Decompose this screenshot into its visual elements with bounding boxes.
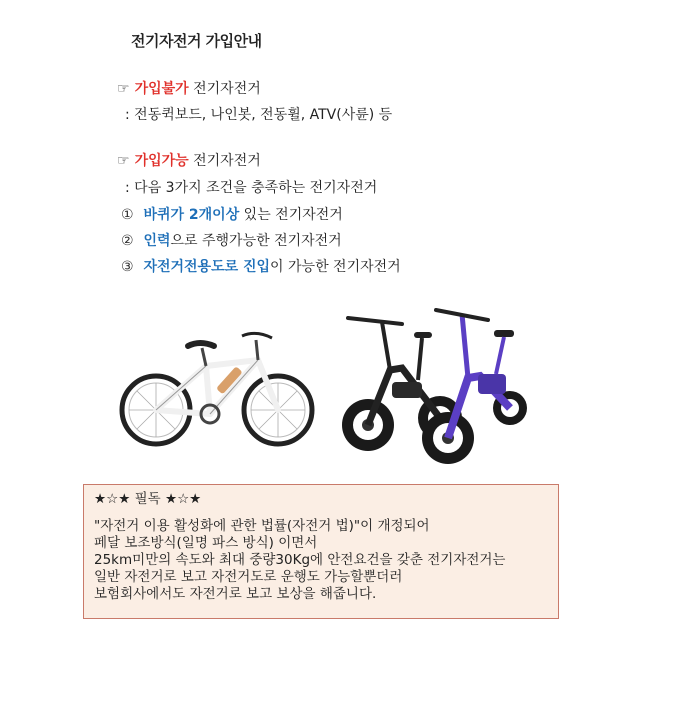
condition-rest: 으로 주행가능한 전기자전거: [170, 233, 342, 249]
condition-highlight: 바퀴가 2개이상: [143, 207, 240, 223]
notice-heading: ★☆★ 필독 ★☆★: [94, 491, 202, 507]
condition-item: [121, 230, 342, 250]
not-allowed-rest: 전기자전거: [188, 81, 261, 97]
condition-highlight: 자전거전용도로 진입: [143, 259, 271, 275]
allowed-detail: : 다음 3가지 조건을 충족하는 전기자전거: [125, 180, 378, 196]
condition-item: [121, 256, 401, 276]
condition-rest: 있는 전기자전거: [239, 207, 343, 223]
bicycle-image: [118, 318, 318, 458]
not-allowed-heading: [117, 78, 261, 98]
notice-line: 일반 자전거로 보고 자전거도로 운행도 가능할뿐더러: [94, 569, 403, 585]
allowed-label: 가입가능: [134, 153, 189, 169]
condition-highlight: 인력: [143, 233, 171, 249]
page-title: 전기자전거 가입안내: [131, 32, 262, 50]
pointing-hand-icon: ☞: [117, 153, 130, 169]
notice-line: 25km미만의 속도와 최대 중량30Kg에 안전요건을 갖춘 전기자전거는: [94, 552, 506, 568]
condition-number: ③: [121, 259, 134, 275]
condition-number: ②: [121, 233, 134, 249]
condition-number: ①: [121, 207, 134, 223]
condition-item: [121, 204, 343, 224]
notice-line: 페달 보조방식(일명 파스 방식) 이면서: [94, 535, 318, 551]
allowed-heading: [117, 150, 261, 170]
electric-bicycle-image: [330, 300, 530, 470]
allowed-rest: 전기자전거: [188, 153, 261, 169]
notice-box: [83, 484, 559, 619]
notice-line: "자전거 이용 활성화에 관한 법률(자전거 법)"이 개정되어: [94, 518, 430, 534]
not-allowed-detail: : 전동퀵보드, 나인봇, 전동휠, ATV(사륜) 등: [125, 107, 393, 123]
not-allowed-label: 가입불가: [134, 81, 189, 97]
condition-rest: 이 가능한 전기자전거: [270, 259, 401, 275]
pointing-hand-icon: ☞: [117, 81, 130, 97]
notice-line: 보험회사에서도 자전거로 보고 보상을 해줍니다.: [94, 586, 377, 602]
